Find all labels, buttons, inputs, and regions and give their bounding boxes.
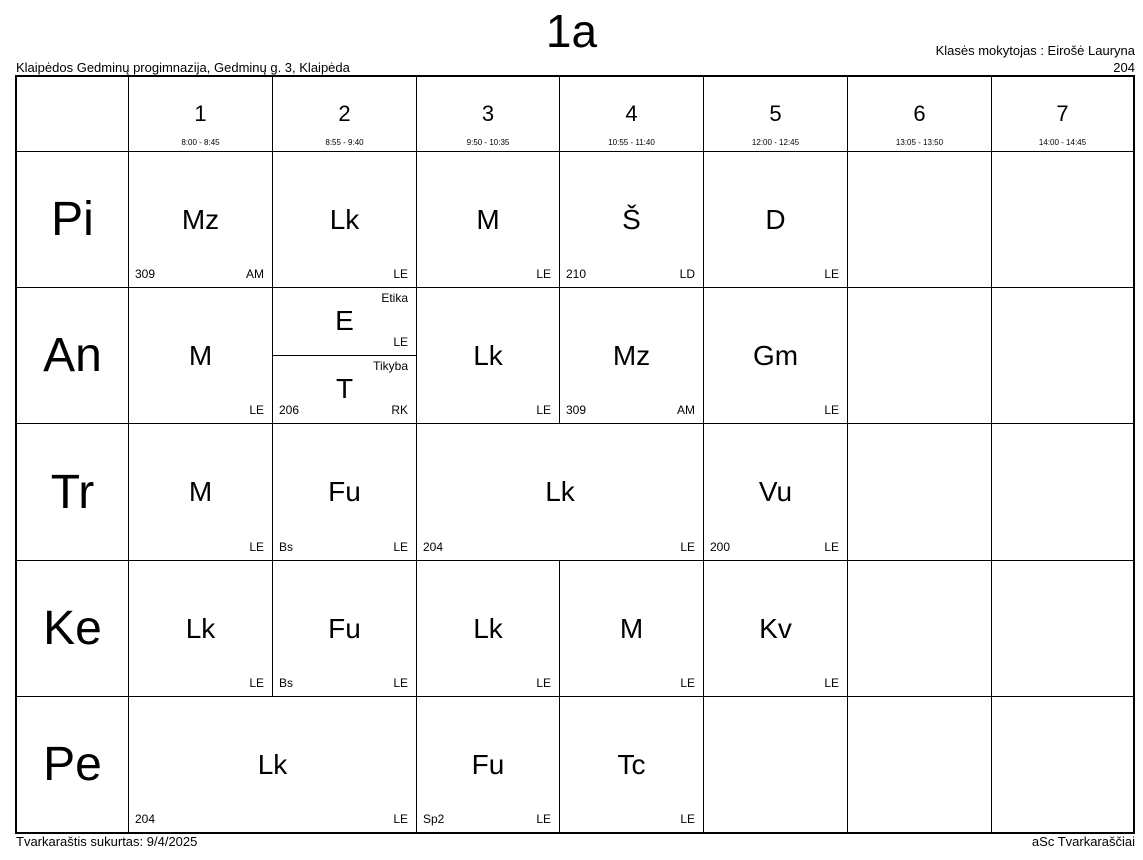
period-header	[848, 77, 992, 152]
period-number: 5	[769, 101, 782, 126]
lesson-subject: Š	[622, 203, 641, 235]
period-time: 12:00 - 12:45	[751, 138, 800, 147]
period-time: 9:50 - 10:35	[466, 138, 510, 147]
lesson-room: 206	[279, 403, 300, 417]
lesson-cell[interactable]	[273, 424, 417, 561]
lesson-teacher: LE	[824, 267, 839, 281]
lesson-teacher: LE	[680, 812, 695, 826]
lesson-room: 204	[135, 812, 156, 826]
lesson-teacher: LE	[536, 267, 551, 281]
lesson-subject: Lk	[329, 203, 360, 235]
lesson-teacher: LE	[680, 540, 695, 554]
lesson-cell[interactable]	[417, 561, 560, 697]
lesson-teacher: LE	[536, 676, 551, 690]
lesson-subject: M	[188, 339, 213, 371]
empty-cell	[848, 288, 992, 424]
empty-cell	[992, 424, 1133, 561]
period-time: 10:55 - 11:40	[608, 138, 655, 147]
lesson-teacher: LE	[824, 403, 839, 417]
period-number: 3	[481, 101, 495, 126]
period-number: 4	[625, 101, 638, 126]
lesson-group-name: Tikyba	[373, 358, 408, 373]
lesson-cell[interactable]	[417, 424, 704, 561]
period-header	[560, 77, 704, 152]
lesson-group-name: Etika	[381, 291, 408, 305]
day-label: Tr	[17, 424, 129, 561]
lesson-subject: Lk	[473, 339, 503, 371]
day-label: Pi	[17, 152, 129, 288]
lesson-cell[interactable]	[704, 288, 848, 424]
lesson-teacher: AM	[246, 267, 264, 281]
empty-cell	[992, 152, 1133, 288]
lesson-cell[interactable]	[129, 561, 273, 697]
lesson-cell[interactable]	[273, 288, 417, 424]
lesson-cell[interactable]	[129, 697, 417, 832]
lesson-room: 204	[423, 540, 444, 554]
period-header	[992, 77, 1133, 152]
lesson-cell[interactable]	[417, 288, 560, 424]
footer-brand: aSc Tvarkaraščiai	[1031, 834, 1135, 849]
corner-cell	[17, 77, 129, 152]
period-header	[417, 77, 560, 152]
empty-cell	[992, 561, 1133, 697]
empty-cell	[848, 561, 992, 697]
home-room: 204	[1113, 60, 1135, 75]
period-time: 13:05 - 13:50	[895, 138, 944, 147]
lesson-teacher: LE	[393, 334, 408, 349]
lesson-cell[interactable]	[560, 697, 704, 832]
lesson-subject: Lk	[257, 748, 288, 780]
lesson-subject: D	[765, 203, 786, 235]
period-header	[129, 77, 273, 152]
class-teacher: Klasės mokytojas : Eirošė Lauryna	[935, 43, 1135, 58]
lesson-room: 200	[710, 540, 731, 554]
empty-cell	[992, 697, 1133, 832]
lesson-subject: Fu	[328, 612, 361, 644]
empty-cell	[848, 697, 992, 832]
class-title: 1a	[545, 5, 598, 57]
lesson-cell[interactable]	[560, 561, 704, 697]
lesson-cell[interactable]	[129, 288, 273, 424]
lesson-cell[interactable]	[273, 152, 417, 288]
lesson-teacher: LD	[679, 267, 695, 281]
lesson-cell[interactable]	[129, 424, 273, 561]
period-number: 7	[1056, 101, 1069, 126]
lesson-room: Bs	[279, 540, 294, 554]
lesson-subject: Mz	[181, 203, 220, 235]
lesson-cell[interactable]	[704, 152, 848, 288]
lesson-subject: M	[188, 476, 213, 507]
lesson-room: 210	[566, 267, 587, 281]
period-number: 6	[913, 101, 926, 126]
lesson-room: 309	[135, 267, 156, 281]
lesson-cell[interactable]	[417, 697, 560, 832]
lesson-subject: Lk	[473, 612, 503, 644]
lesson-cell[interactable]	[129, 152, 273, 288]
lesson-group[interactable]	[273, 356, 416, 424]
lesson-subject: T	[335, 373, 354, 405]
day-label: Pe	[17, 697, 129, 832]
lesson-subject: M	[476, 203, 500, 235]
lesson-cell[interactable]	[560, 152, 704, 288]
period-header	[273, 77, 417, 152]
lesson-cell[interactable]	[704, 424, 848, 561]
lesson-subject: Kv	[759, 612, 792, 644]
lesson-cell[interactable]	[704, 561, 848, 697]
lesson-teacher: RK	[391, 403, 408, 417]
lesson-teacher: LE	[536, 403, 551, 417]
lesson-subject: Lk	[185, 612, 216, 644]
lesson-teacher: LE	[824, 676, 839, 690]
period-time: 8:55 - 9:40	[325, 138, 364, 147]
lesson-subject: Fu	[328, 476, 361, 507]
lesson-teacher: LE	[680, 676, 695, 690]
lesson-subject: M	[619, 612, 644, 644]
lesson-teacher: AM	[677, 403, 695, 417]
lesson-subject: Vu	[758, 476, 793, 507]
lesson-teacher: LE	[393, 540, 408, 554]
lesson-teacher: LE	[249, 540, 264, 554]
created-date: Tvarkaraštis sukurtas: 9/4/2025	[16, 834, 198, 849]
lesson-room: Sp2	[423, 812, 445, 826]
day-label: An	[17, 288, 129, 424]
lesson-subject: Fu	[471, 748, 505, 780]
lesson-teacher: LE	[393, 676, 408, 690]
school-address: Klaipėdos Gedminų progimnazija, Gedminų g. 3, Klaipėda	[16, 60, 350, 75]
lesson-room: Bs	[279, 676, 294, 690]
lesson-teacher: LE	[249, 403, 264, 417]
empty-cell	[704, 697, 848, 832]
period-number: 1	[194, 101, 207, 126]
period-number: 2	[338, 101, 351, 126]
empty-cell	[992, 288, 1133, 424]
lesson-cell[interactable]	[273, 561, 417, 697]
lesson-teacher: LE	[536, 812, 551, 826]
lesson-subject: Lk	[545, 476, 575, 507]
lesson-subject: Gm	[752, 339, 799, 371]
period-header	[704, 77, 848, 152]
day-label: Ke	[17, 561, 129, 697]
lesson-subject: Tc	[617, 748, 646, 780]
lesson-cell[interactable]	[417, 152, 560, 288]
lesson-cell[interactable]	[560, 288, 704, 424]
empty-cell	[848, 152, 992, 288]
lesson-teacher: LE	[393, 267, 408, 281]
empty-cell	[848, 424, 992, 561]
lesson-teacher: LE	[824, 540, 839, 554]
period-time: 8:00 - 8:45	[181, 138, 220, 147]
lesson-room: 309	[566, 403, 587, 417]
lesson-subject: E	[335, 305, 354, 337]
lesson-subject: Mz	[612, 339, 651, 371]
lesson-group[interactable]	[273, 288, 416, 356]
lesson-teacher: LE	[249, 676, 264, 690]
timetable-grid	[15, 75, 1135, 834]
lesson-teacher: LE	[393, 812, 408, 826]
period-time: 14:00 - 14:45	[1038, 138, 1087, 147]
